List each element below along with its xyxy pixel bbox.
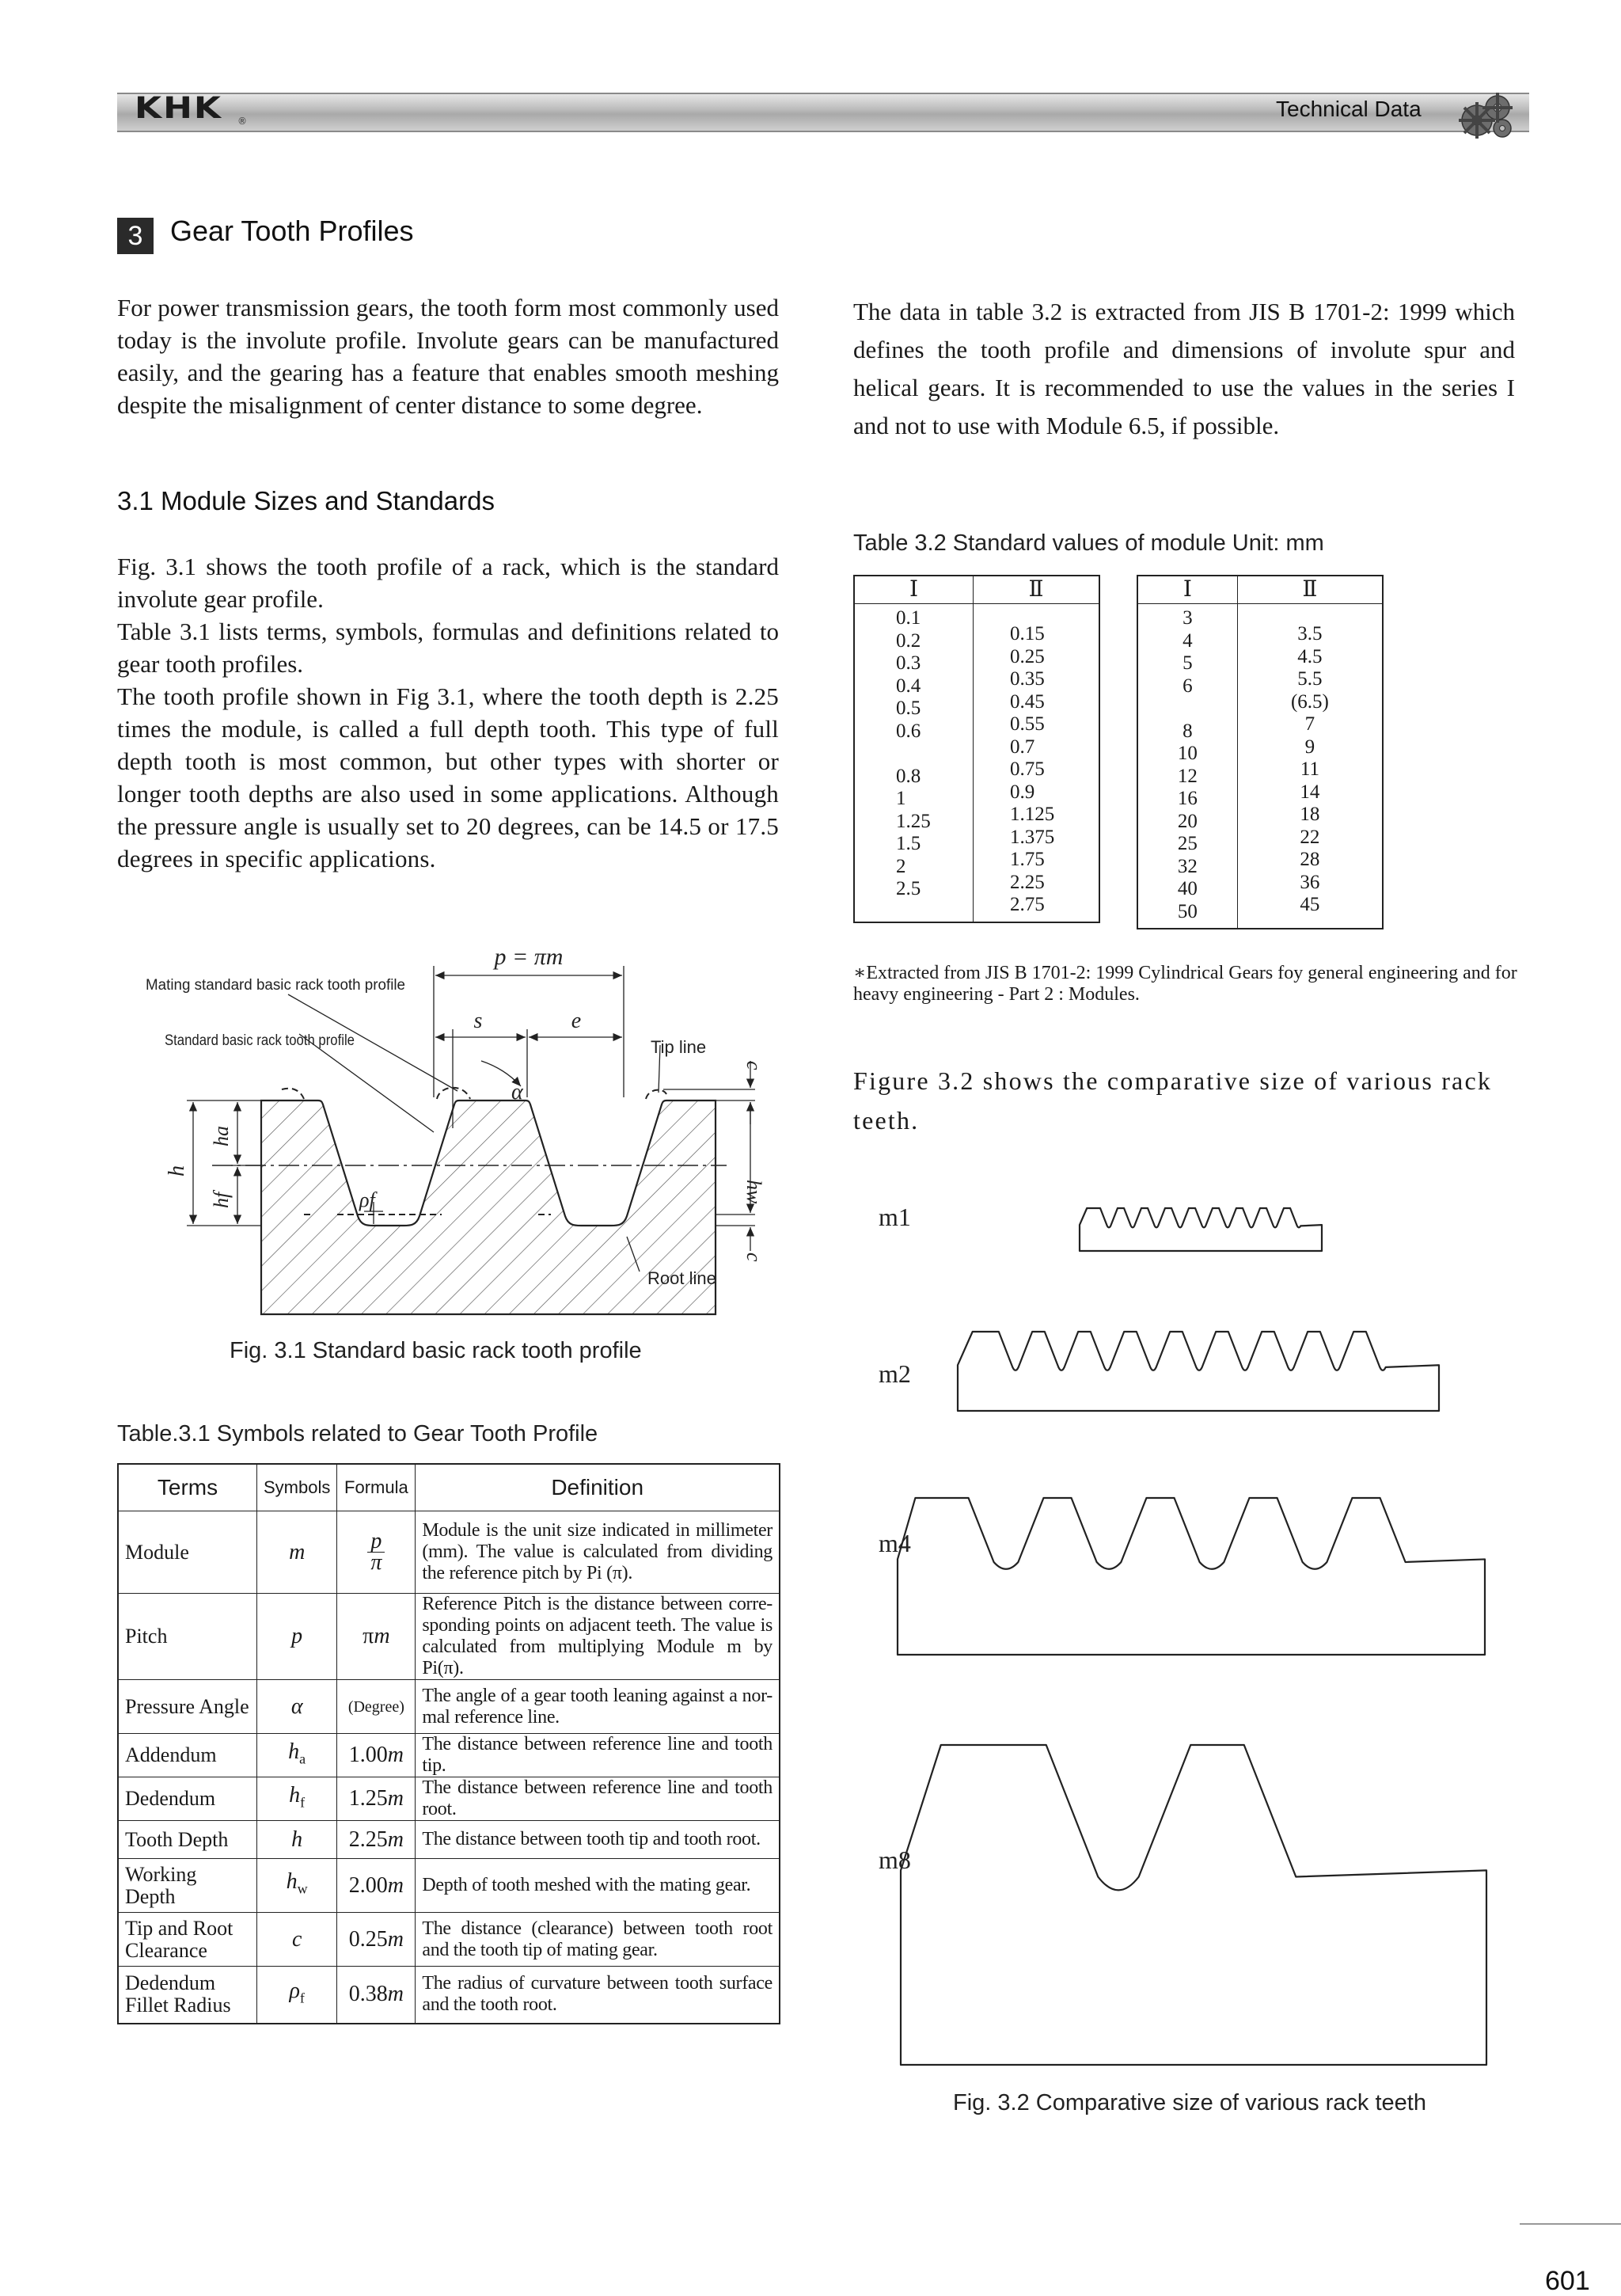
table32-intro-paragraph: The data in table 3.2 is extracted from JIS B 1701-2: 1999 which defines the tooth profile and dimensions of involute spur and helical gears. It is recommended to use the values in the series I and not to use with Module 6.5, if possible.: [853, 298, 1515, 439]
hw-label: hw: [742, 1180, 765, 1204]
definition-cell: Module is the unit size indicated in millimeter (mm). The value is calculated from dividing the reference pitch by Pi (π).: [416, 1511, 780, 1594]
table-row: [118, 1777, 780, 1821]
symbol-cell: $h_w$: [257, 1859, 337, 1913]
table32-footnote: ∗Extracted from JIS B 1701-2: 1999 Cylindrical Gears foy general engineering and for heavy engineering - Part 2 : Modules.: [853, 963, 1517, 1005]
definition-cell: Depth of tooth meshed with the mating gear.: [416, 1859, 780, 1913]
rack-comparison-figure: [853, 1140, 1534, 2074]
symbol-cell: h: [257, 1821, 337, 1859]
section-number-badge: 3: [117, 218, 154, 254]
term-cell: Working Depth: [118, 1859, 257, 1913]
module-table-large: [1137, 575, 1384, 929]
table-row: [118, 1734, 780, 1777]
symbol-cell: $\rho_f$: [257, 1967, 337, 2024]
m8-label: m8: [879, 1846, 911, 1874]
formula-cell: $\frac{p}{\pi}$: [337, 1511, 416, 1594]
definition-cell: The radius of curvature between tooth surface and the tooth root.: [416, 1967, 780, 2024]
table-row: [118, 1859, 780, 1913]
tip-line-label: Tip line: [651, 1037, 707, 1057]
ha-label: ha: [210, 1126, 233, 1146]
page-number: 601: [1545, 2266, 1590, 2296]
definition-header: Definition: [416, 1464, 780, 1511]
series-2-header: Ⅱ: [974, 576, 1099, 604]
term-cell: Tip and Root Clearance: [118, 1913, 257, 1967]
mating-profile: [282, 1088, 666, 1099]
symbol-cell: c: [257, 1913, 337, 1967]
rack-m1: [1080, 1208, 1322, 1251]
table31-caption: Table.3.1 Symbols related to Gear Tooth Profile: [117, 1421, 598, 1446]
definition-cell: The distance between reference line and tooth tip.: [416, 1734, 780, 1777]
formula-cell: πm: [337, 1594, 416, 1680]
series-2-values: 3.5 4.5 5.5 (6.5) 7 9 11 14 18 22 28 36 45: [1237, 604, 1383, 929]
table-row: [118, 1913, 780, 1967]
symbol-cell: $h_a$: [257, 1734, 337, 1777]
definition-cell: Reference Pitch is the distance between corre- sponding points on adjacent teeth. The value is calculated from multiplying Module m by Pi(π).: [416, 1594, 780, 1680]
rack-m2: [958, 1332, 1439, 1411]
body-paragraph: The tooth profile shown in Fig 3.1, where the tooth depth is 2.25 times the module, is called a full depth tooth. This type of full depth tooth is most common, but other types with shorter or longer tooth depths are also used in some applications. Although the pressure angle is usually set to 20 degrees, can be 14.5 or 17.5 degrees in specific applications.: [117, 682, 779, 872]
gear-cluster-icon: [1453, 87, 1518, 143]
formula-header: Formula: [337, 1464, 416, 1511]
formula-cell: 0.25m: [337, 1913, 416, 1967]
section-title: Gear Tooth Profiles: [170, 215, 414, 247]
series-1-header: Ⅰ: [1137, 576, 1237, 604]
fig32-caption: Fig. 3.2 Comparative size of various rack teeth: [953, 2090, 1426, 2115]
root-line-label: Root line: [647, 1268, 716, 1288]
series-1-header: Ⅰ: [854, 576, 974, 604]
series-1-values: 0.1 0.2 0.3 0.4 0.5 0.6 0.8 1 1.25 1.5 2 2.5: [854, 604, 974, 922]
e-label: e: [571, 1009, 582, 1033]
term-cell: Pitch: [118, 1594, 257, 1680]
fig32-intro-paragraph: Figure 3.2 shows the comparative size of various rack teeth.: [853, 1066, 1493, 1135]
alpha-label: α: [511, 1080, 523, 1104]
formula-cell: 2.25m: [337, 1821, 416, 1859]
mating-profile-label: Mating standard basic rack tooth profile: [146, 977, 405, 994]
subsection-body: [117, 550, 779, 875]
term-cell: Addendum: [118, 1734, 257, 1777]
rack-tooth-profile-figure: [117, 942, 798, 1330]
terms-header: Terms: [118, 1464, 257, 1511]
series-1-values: 3 4 5 6 8 10 12 16 20 25 32 40 50: [1137, 604, 1237, 929]
pitch-label: p = πm: [494, 944, 564, 970]
symbol-cell: α: [257, 1680, 337, 1734]
definition-cell: The distance (clearance) between tooth root and the tooth tip of mating gear.: [416, 1913, 780, 1967]
c-bottom-label: c: [742, 1253, 765, 1262]
formula-cell: 2.00m: [337, 1859, 416, 1913]
formula-cell: 1.00m: [337, 1734, 416, 1777]
symbol-cell: p: [257, 1594, 337, 1680]
intro-paragraph: For power transmission gears, the tooth form most commonly used today is the involute profile. Involute gears can be manufactured easily, and the gearing has a feature that enables smooth meshing despite the misalignment of center distance to some degree.: [117, 294, 779, 419]
hf-label: hf: [210, 1192, 233, 1208]
registered-mark: ®: [237, 116, 247, 127]
module-table-small: [853, 575, 1100, 923]
table-row: [118, 1680, 780, 1734]
table-row: [118, 1594, 780, 1680]
series-2-header: Ⅱ: [1237, 576, 1383, 604]
body-paragraph: Table 3.1 lists terms, symbols, formulas and definitions related to gear tooth profiles.: [117, 618, 779, 678]
h-label: h: [165, 1165, 189, 1177]
symbol-cell: $h_f$: [257, 1777, 337, 1821]
symbol-cell: m: [257, 1511, 337, 1594]
series-2-values: 0.15 0.25 0.35 0.45 0.55 0.7 0.75 0.9 1.125 1.375 1.75 2.25 2.75: [974, 604, 1099, 922]
symbols-table-body: [118, 1511, 780, 2024]
table-row: [118, 1821, 780, 1859]
symbols-table: [117, 1463, 780, 2024]
definition-cell: The distance between reference line and tooth root.: [416, 1777, 780, 1821]
m1-label: m1: [879, 1203, 911, 1231]
table32-caption: Table 3.2 Standard values of module Unit: mm: [853, 530, 1324, 556]
table-row: [118, 1511, 780, 1594]
subsection-title: 3.1 Module Sizes and Standards: [117, 486, 495, 515]
rack-m4: [898, 1498, 1485, 1655]
c-top-label: c: [742, 1061, 765, 1070]
symbols-header: Symbols: [257, 1464, 337, 1511]
rack-m8: [901, 1745, 1486, 2065]
term-cell: Dedendum Fillet Radius: [118, 1967, 257, 2024]
formula-cell: (Degree): [337, 1680, 416, 1734]
term-cell: Pressure Angle: [118, 1680, 257, 1734]
brand-logo: KHK: [135, 91, 223, 126]
m4-label: m4: [879, 1529, 911, 1557]
body-paragraph: Fig. 3.1 shows the tooth profile of a rack, which is the standard involute gear profile.: [117, 553, 779, 613]
s-label: s: [473, 1009, 483, 1033]
m2-label: m2: [879, 1359, 911, 1388]
table-row: [118, 1967, 780, 2024]
formula-cell: 1.25m: [337, 1777, 416, 1821]
rho-label: ρf: [359, 1188, 375, 1211]
definition-cell: The angle of a gear tooth leaning against a nor- mal reference line.: [416, 1680, 780, 1734]
header-title: Technical Data: [1276, 97, 1422, 121]
standard-profile-label: Standard basic rack tooth profile: [165, 1032, 355, 1049]
formula-cell: 0.38m: [337, 1967, 416, 2024]
fig31-caption: Fig. 3.1 Standard basic rack tooth profile: [230, 1338, 642, 1363]
term-cell: Dedendum: [118, 1777, 257, 1821]
term-cell: Tooth Depth: [118, 1821, 257, 1859]
term-cell: Module: [118, 1511, 257, 1594]
footer-rule: [1520, 2223, 1621, 2225]
definition-cell: The distance between tooth tip and tooth root.: [416, 1821, 780, 1859]
